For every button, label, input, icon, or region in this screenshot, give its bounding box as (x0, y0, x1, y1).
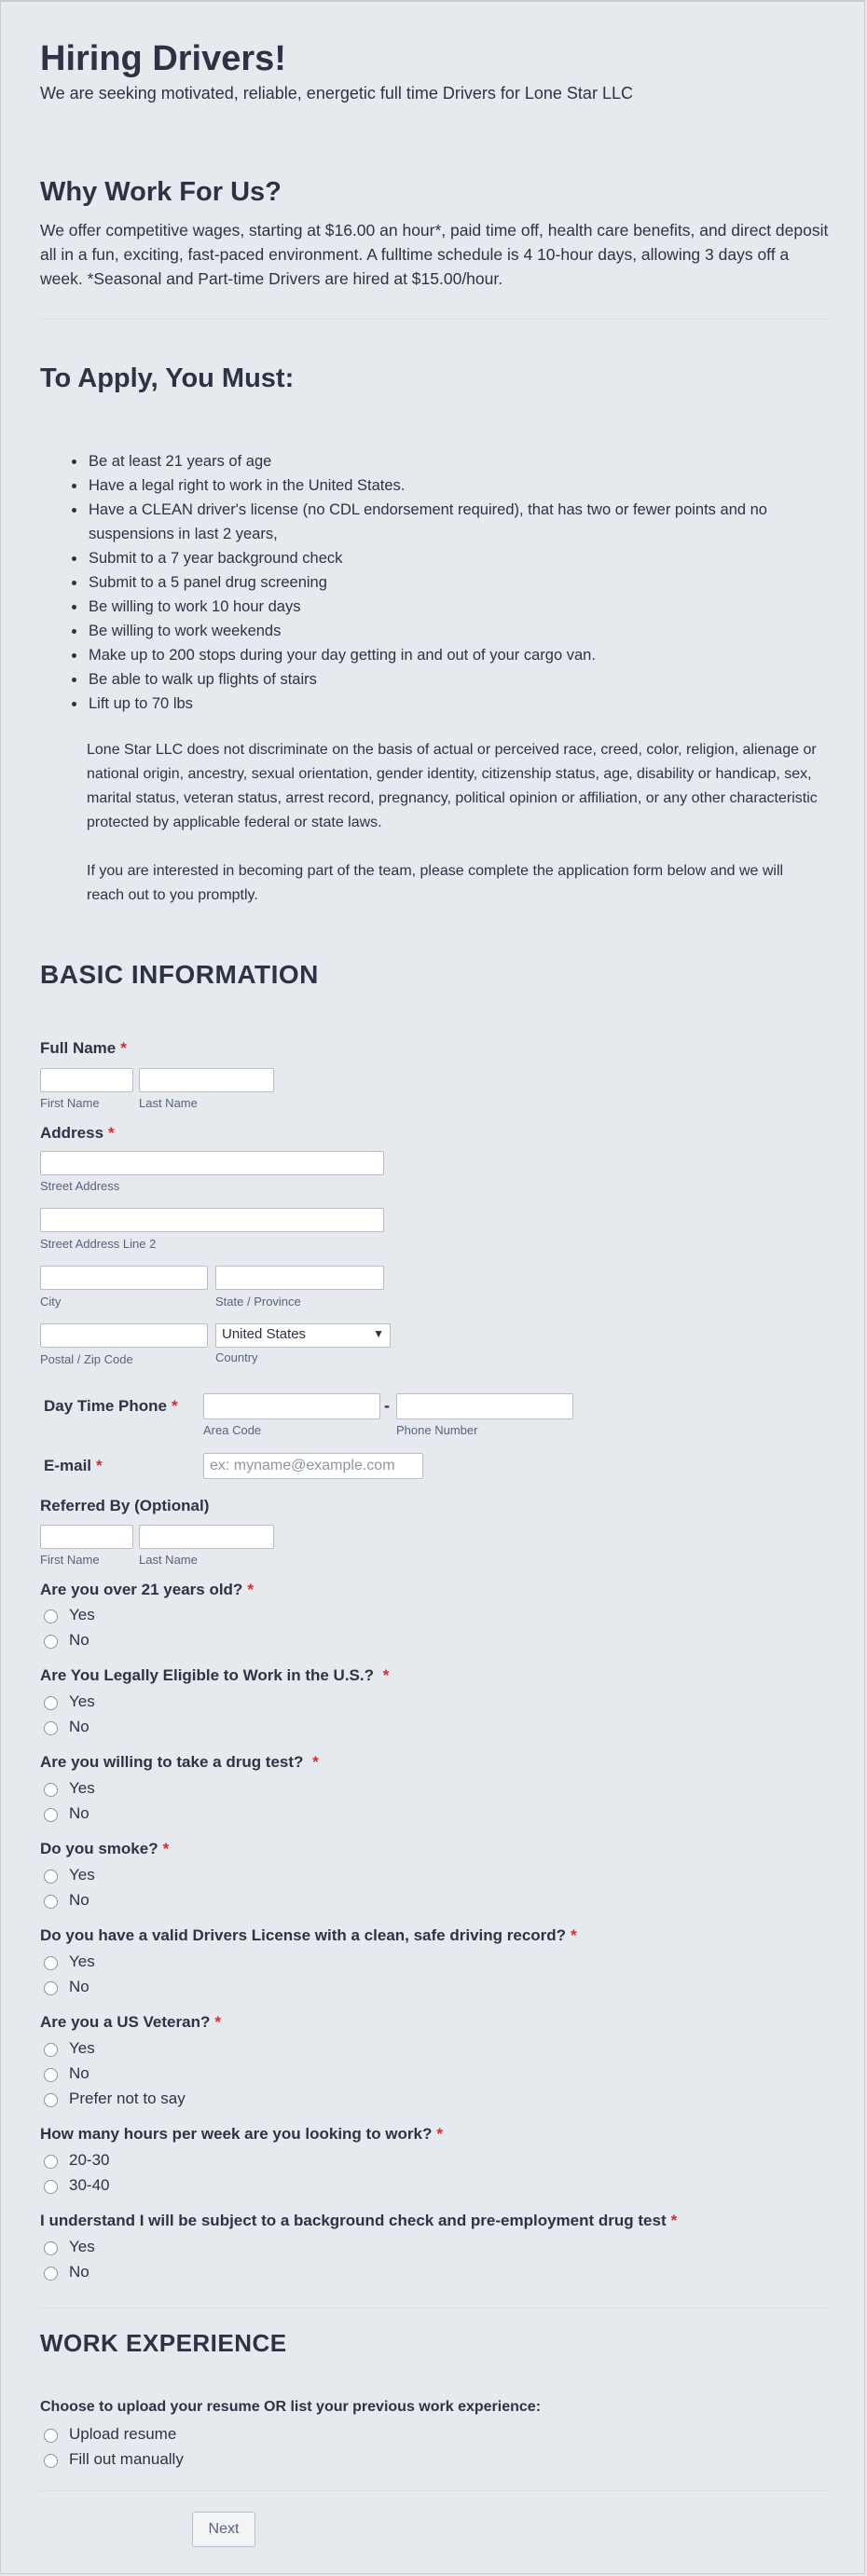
drug-test-no-radio[interactable]: No (44, 1804, 89, 1823)
divider (40, 319, 831, 320)
over-21-no-radio[interactable]: No (44, 1631, 89, 1650)
phone-label: Day Time Phone * (44, 1397, 178, 1415)
postal-code-input[interactable] (40, 1323, 208, 1348)
referred-last-name-sublabel: Last Name (139, 1553, 198, 1567)
radio-circle[interactable] (44, 1870, 58, 1884)
eligible-yes-radio[interactable]: Yes (44, 1692, 95, 1711)
over-21-question: Are you over 21 years old? * (40, 1581, 254, 1598)
list-item: • Be able to walk up flights of stairs (87, 667, 842, 692)
radio-circle[interactable] (44, 1635, 58, 1649)
phone-number-sublabel: Phone Number (396, 1423, 478, 1437)
list-item: • Submit to a 7 year background check (87, 546, 842, 570)
radio-circle[interactable] (44, 1696, 58, 1710)
state-sublabel: State / Province (215, 1295, 301, 1309)
divider (40, 2308, 831, 2309)
over-21-yes-radio[interactable]: Yes (44, 1606, 95, 1624)
license-yes-radio[interactable]: Yes (44, 1953, 95, 1971)
radio-circle[interactable] (44, 2241, 58, 2255)
chevron-down-icon: ▼ (373, 1327, 384, 1340)
radio-circle[interactable] (44, 1956, 58, 1970)
area-code-input[interactable] (203, 1393, 380, 1419)
why-text: We offer competitive wages, starting at $16.00 an hour*, paid time off, health care benefits, and direct deposit all in a fun, exciting, fast-paced environment. A fulltime schedule is 4 10-hour days, allowing 3 days off a week. *Seasonal and Part-time Drivers are hired at $15.00/hour. (40, 221, 829, 288)
phone-number-input[interactable] (396, 1393, 573, 1419)
street-address-sublabel: Street Address (40, 1179, 120, 1193)
closing-statement: If you are interested in becoming part of the team, please complete the application form below and we will reach out to you promptly. (87, 863, 784, 903)
radio-circle[interactable] (44, 2043, 58, 2057)
referred-by-label: Referred By (Optional) (40, 1497, 210, 1514)
list-item: • Be willing to work 10 hour days (87, 595, 842, 619)
radio-circle[interactable] (44, 2093, 58, 2107)
fill-out-manually-radio[interactable]: Fill out manually (44, 2450, 184, 2469)
area-code-sublabel: Area Code (203, 1423, 262, 1437)
country-sublabel: Country (215, 1350, 258, 1364)
referred-first-name-input[interactable] (40, 1525, 133, 1549)
country-select[interactable]: United States ▼ (215, 1323, 391, 1348)
veteran-question: Are you a US Veteran? * (40, 2013, 221, 2031)
requirements-list (40, 449, 842, 716)
smoke-no-radio[interactable]: No (44, 1891, 89, 1910)
hours-question: How many hours per week are you looking to work? * (40, 2125, 443, 2143)
list-item: • Have a CLEAN driver's license (no CDL endorsement required), that has two or fewer points and no suspensions in last 2 years, (87, 498, 842, 546)
radio-circle[interactable] (44, 1895, 58, 1909)
why-heading: Why Work For Us? (40, 177, 282, 207)
state-input[interactable] (215, 1266, 384, 1290)
list-item: • Lift up to 70 lbs (87, 692, 842, 716)
phone-dash: - (384, 1396, 390, 1415)
radio-circle[interactable] (44, 2155, 58, 2169)
eeo-statement: Lone Star LLC does not discriminate on the basis of actual or perceived race, creed, color, religion, alienage or national origin, ancestry, sexual orientation, gender identity, citizenship status, age, disability or handicap, sex, marital status, veteran status, arrest record, pregnancy, political opinion or affiliation, or any other characteristic protected by applicable federal or state laws. (87, 742, 818, 830)
radio-circle[interactable] (44, 2180, 58, 2194)
first-name-sublabel: First Name (40, 1096, 100, 1110)
radio-circle[interactable] (44, 2429, 58, 2443)
next-button[interactable]: Next (192, 2512, 255, 2547)
smoke-yes-radio[interactable]: Yes (44, 1866, 95, 1884)
radio-circle[interactable] (44, 1721, 58, 1735)
license-no-radio[interactable]: No (44, 1978, 89, 1996)
basic-info-heading: BASIC INFORMATION (40, 960, 319, 989)
city-input[interactable] (40, 1266, 208, 1290)
license-question: Do you have a valid Drivers License with a clean, safe driving record? * (40, 1926, 577, 1944)
referred-first-name-sublabel: First Name (40, 1553, 100, 1567)
address-label: Address * (40, 1124, 115, 1142)
hours-30-40-radio[interactable]: 30-40 (44, 2176, 109, 2195)
full-name-label: Full Name * (40, 1039, 127, 1057)
page-title: Hiring Drivers! (40, 39, 286, 78)
city-sublabel: City (40, 1295, 62, 1309)
list-item: • Have a legal right to work in the United States. (87, 473, 842, 498)
radio-circle[interactable] (44, 2068, 58, 2082)
referred-last-name-input[interactable] (139, 1525, 274, 1549)
list-item: • Submit to a 5 panel drug screening (87, 570, 842, 595)
smoke-question: Do you smoke? * (40, 1840, 170, 1857)
list-item: • Make up to 200 stops during your day getting in and out of your cargo van. (87, 643, 842, 667)
hours-20-30-radio[interactable]: 20-30 (44, 2151, 109, 2170)
radio-circle[interactable] (44, 2454, 58, 2468)
veteran-yes-radio[interactable]: Yes (44, 2039, 95, 2058)
list-item: • Be willing to work weekends (87, 619, 842, 643)
drug-test-question: Are you willing to take a drug test? * (40, 1753, 319, 1771)
radio-circle[interactable] (44, 1981, 58, 1995)
page-subtitle: We are seeking motivated, reliable, energetic full time Drivers for Lone Star LLC (40, 84, 633, 103)
last-name-sublabel: Last Name (139, 1096, 198, 1110)
first-name-input[interactable] (40, 1068, 133, 1092)
radio-circle[interactable] (44, 2267, 58, 2281)
veteran-no-radio[interactable]: No (44, 2064, 89, 2083)
divider (40, 2490, 831, 2491)
drug-test-yes-radio[interactable]: Yes (44, 1779, 95, 1798)
background-check-question: I understand I will be subject to a background check and pre-employment drug test * (40, 2212, 678, 2229)
email-label: E-mail * (44, 1457, 103, 1474)
background-check-yes-radio[interactable]: Yes (44, 2238, 95, 2256)
apply-heading: To Apply, You Must: (40, 363, 295, 393)
last-name-input[interactable] (139, 1068, 274, 1092)
veteran-prefer-not-radio[interactable]: Prefer not to say (44, 2090, 186, 2108)
work-experience-question: Choose to upload your resume OR list your previous work experience: (40, 2399, 542, 2415)
street-address-input[interactable] (40, 1151, 384, 1175)
street-address-2-sublabel: Street Address Line 2 (40, 1237, 157, 1251)
email-input[interactable] (203, 1453, 423, 1479)
postal-code-sublabel: Postal / Zip Code (40, 1352, 133, 1366)
list-item: • Be at least 21 years of age (87, 449, 842, 473)
upload-resume-radio[interactable]: Upload resume (44, 2425, 176, 2444)
eligible-no-radio[interactable]: No (44, 1718, 89, 1736)
street-address-2-input[interactable] (40, 1208, 384, 1232)
work-experience-heading: WORK EXPERIENCE (40, 2329, 287, 2357)
radio-circle[interactable] (44, 1610, 58, 1624)
background-check-no-radio[interactable]: No (44, 2263, 89, 2281)
eligible-question: Are You Legally Eligible to Work in the U.S.? * (40, 1666, 390, 1684)
radio-circle[interactable] (44, 1808, 58, 1822)
radio-circle[interactable] (44, 1783, 58, 1797)
